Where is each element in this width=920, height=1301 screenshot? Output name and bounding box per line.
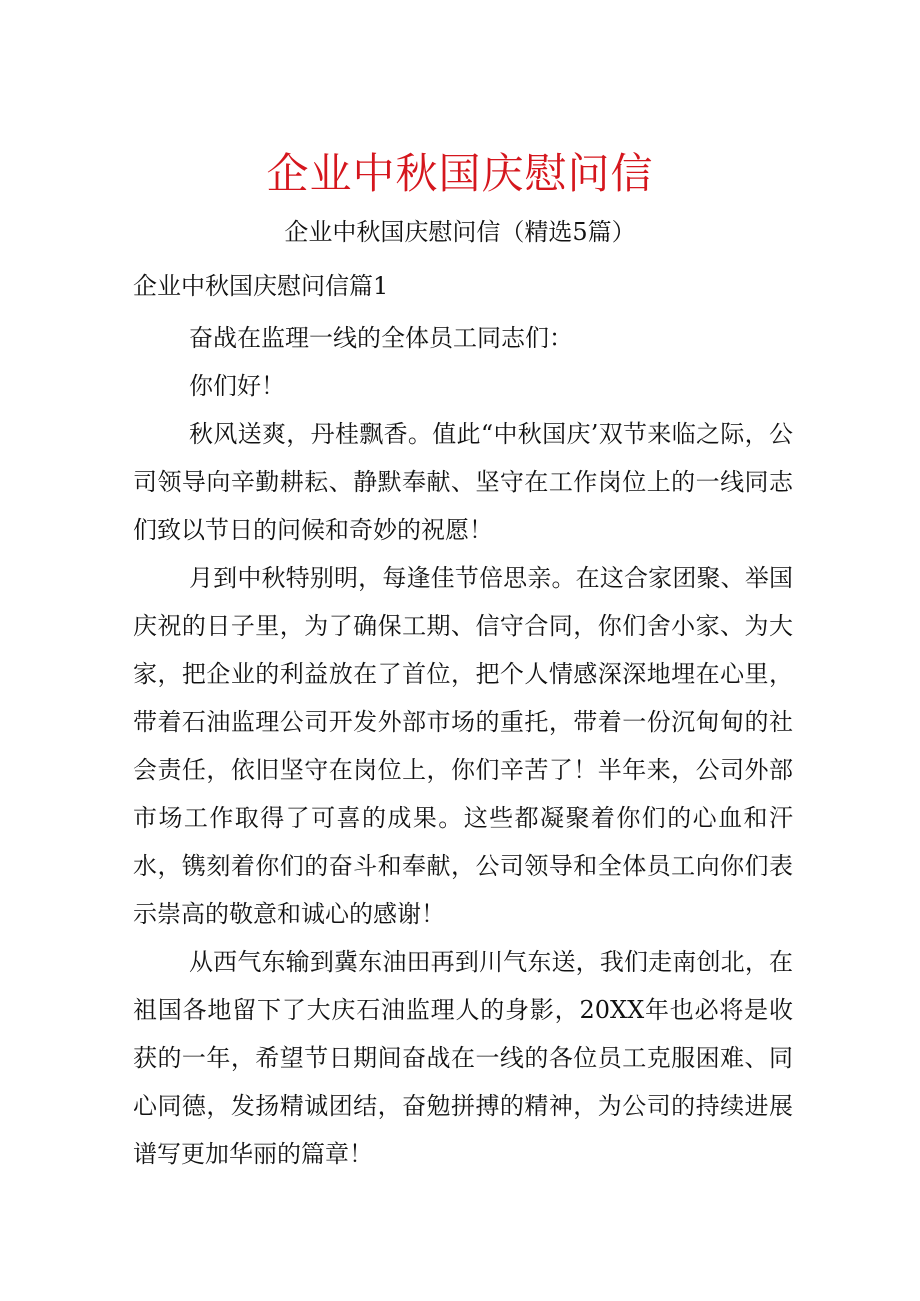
document-title: 企业中秋国庆慰问信 [266,149,654,198]
greeting-text: 你们好！ [189,372,285,400]
paragraph-text: 从西气东输到冀东油田再到川气东送，我们走南创北，在祖国各地留下了大庆石油监理人的身影，20XX年也必将是收获的一年，希望节日期间奋战在一线的各位员工克服困难、同心同德，发扬精诚团结，奋勉拼搏的精神，为公司的持续进展谱写更加华丽的篇章！ [133,948,793,1168]
section-heading: 企业中秋国庆慰问信篇1 [133,272,389,300]
paragraph-text: 月到中秋特别明，每逢佳节倍思亲。在这合家团聚、举国庆祝的日子里，为了确保工期、信守合同，你们舍小家、为大家，把企业的利益放在了首位，把个人情感深深地埋在心里，带着石油监理公司开发外部市场的重托，带着一份沉甸甸的社会责任，依旧坚守在岗位上，你们辛苦了！半年来，公司外部市场工作取得了可喜的成果。这些都凝聚着你们的心血和汗水，镌刻着你们的奋斗和奉献，公司领导和全体员工向你们表示崇高的敬意和诚心的感谢！ [133,564,793,928]
document-subtitle: 企业中秋国庆慰问信（精选5篇） [284,218,636,246]
paragraph-2 [133,554,793,938]
salutation [133,314,793,362]
paragraph-text: 秋风送爽，丹桂飘香。值此“中秋国庆’双节来临之际，公司领导向辛勤耕耘、静默奉献、坚守在工作岗位上的一线同志们致以节日的问候和奇妙的祝愿！ [133,420,793,544]
salutation-text: 奋战在监理一线的全体员工同志们： [189,324,573,352]
greeting [133,362,793,410]
paragraph-1 [133,410,793,554]
paragraph-3 [133,938,793,1178]
